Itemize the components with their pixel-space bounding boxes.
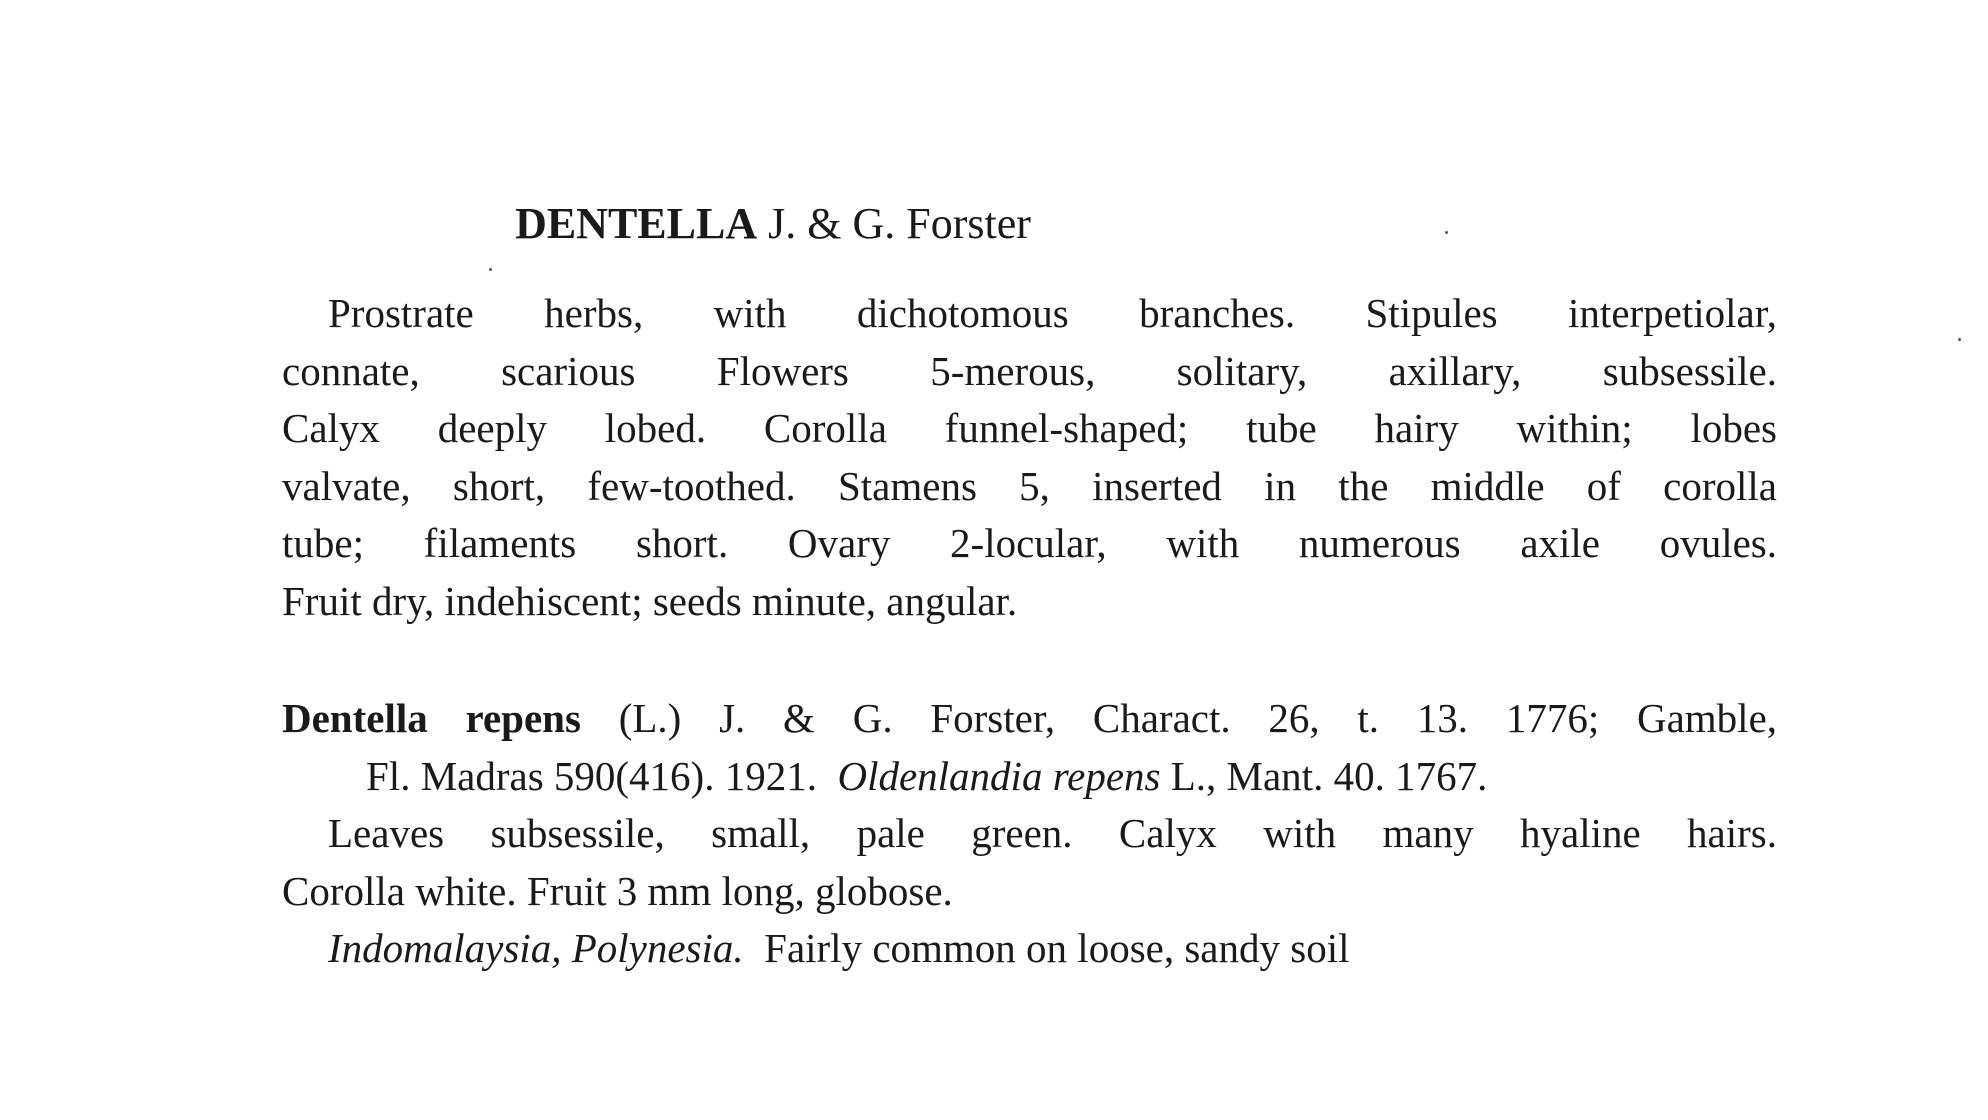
scan-speck [489,268,492,271]
genus-description-line: connate, scarious Flowers 5-merous, solitary, axillary, subsessile. [282,347,1777,394]
genus-description [282,285,1777,630]
species-description-line: Corolla white. Fruit 3 mm long, globose. [282,867,953,914]
genus-description-line: tube; filaments short. Ovary 2-locular, with numerous axile ovules. [282,520,1777,566]
species-citation-line [282,748,1777,806]
genus-heading [0,196,1546,252]
genus-description-line: Prostrate herbs, with dichotomous branches. Stipules interpetiolar, [328,290,1777,336]
species-habitat: Fairly common on loose, sandy soil [764,925,1350,971]
species-synonym-citation: L., Mant. 40. 1767. [1170,752,1488,799]
species-citation: (L.) J. & G. Forster, Charact. 26, t. 13. 1776; Gamble, [618,695,1778,741]
species-distribution-line [282,920,1777,978]
species-citation-ref: Fl. Madras 590(416). 1921. [366,752,817,799]
scan-speck [1445,231,1448,234]
genus-name: DENTELLA [515,199,758,248]
genus-description-line: Calyx deeply lobed. Corolla funnel-shaped; tube hairy within; lobes [282,405,1777,451]
species-citation-line [282,690,1777,748]
species-entry [282,690,1777,978]
genus-description-line: Fruit dry, indehiscent; seeds minute, angular. [282,577,1018,624]
species-name: Dentella repens [282,695,581,741]
scan-speck [1958,338,1961,341]
species-description-line: Leaves subsessile, small, pale green. Calyx with many hyaline hairs. [328,810,1777,856]
species-distribution: Indomalaysia, Polynesia. [328,925,744,971]
genus-description-line: valvate, short, few-toothed. Stamens 5, inserted in the middle of corolla [282,462,1777,509]
species-synonym: Oldenlandia repens [837,752,1161,799]
genus-authority: J. & G. Forster [768,199,1031,248]
